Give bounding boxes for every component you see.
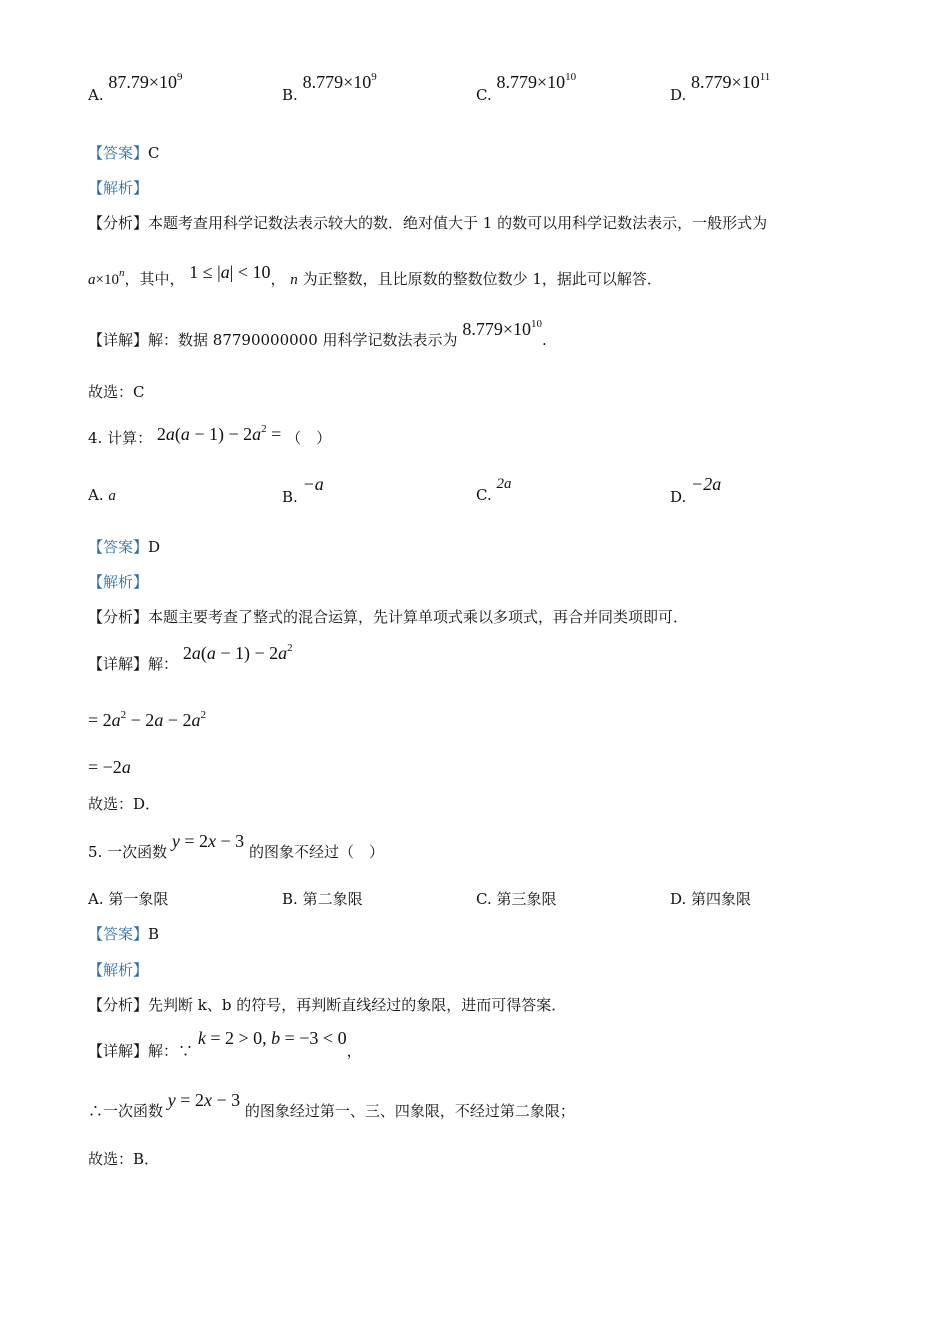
q4-conclusion: 故选：D．	[88, 795, 161, 813]
q4-option-c: C. 2a	[476, 476, 512, 504]
q5-conclusion: 故选：B．	[88, 1150, 160, 1168]
q5-option-d: D. 第四象限	[670, 890, 752, 908]
q3-fenxi: 【分析】本题考查用科学记数法表示较大的数．绝对值大于 1 的数可以用科学记数法表示，一般形式为	[88, 214, 768, 232]
q3-jiexi-heading: 【解析】	[88, 179, 149, 197]
q5-jiexi-heading: 【解析】	[88, 961, 149, 979]
q4-stem: 4. 计算： $2a(a - 1) - 2a^2$ = （ ）	[88, 423, 332, 447]
q4-option-a: A. a	[88, 486, 116, 504]
q3-option-d: D. $8.779\times 10^{11}$	[670, 71, 771, 104]
q4-step-1: = $2a^2 - 2a - 2a^2$	[88, 709, 206, 730]
q5-option-b: B. 第二象限	[282, 890, 363, 908]
q4-xiangjie: 【详解】解： $2a(a - 1) - 2a^2$	[88, 642, 293, 673]
q5-xiangjie: 【详解】解：∵ k = 2 > 0, b = −3 < 0，	[88, 1028, 362, 1060]
q3-conclusion: 故选：C	[88, 383, 145, 401]
q3-fenxi-cont: $a\times 10^n$，其中， 1 ≤ |a| < 10， n 为正整数，且比原数的整数位数少 1，据此可以解答．	[88, 262, 662, 288]
q5-option-a: A. 第一象限	[88, 890, 169, 908]
q4-option-d: D. −2a	[670, 474, 722, 506]
q4-fenxi: 【分析】本题主要考查了整式的混合运算，先计算单项式乘以多项式，再合并同类项即可．	[88, 608, 689, 626]
q4-step-2: = −2a	[88, 757, 131, 777]
q5-stem: 5. 一次函数 y = 2x − 3 的图象不经过（ ）	[88, 831, 384, 861]
q5-fenxi: 【分析】先判断 k、b 的符号，再判断直线经过的象限，进而可得答案．	[88, 996, 567, 1014]
q5-answer: 【答案】B	[88, 925, 160, 943]
q5-conclusion-line: ∴一次函数 y = 2x − 3 的图象经过第一、三、四象限，不经过第二象限；	[88, 1090, 575, 1120]
q5-option-c: C. 第三象限	[476, 890, 557, 908]
q4-answer: 【答案】D	[88, 538, 161, 556]
q3-option-b: B. $8.779\times 10^9$	[282, 71, 377, 104]
q4-jiexi-heading: 【解析】	[88, 573, 149, 591]
q3-answer: 【答案】C	[88, 144, 160, 162]
q3-xiangjie: 【详解】解：数据 87790000000 用科学记数法表示为 $8.779\times 10^{10}$.	[88, 318, 547, 349]
q4-option-b: B. −a	[282, 474, 324, 506]
q3-option-a: A. $87.79\times 10^9$	[88, 71, 183, 104]
q3-option-c: C. $8.779\times 10^{10}$	[476, 71, 577, 104]
